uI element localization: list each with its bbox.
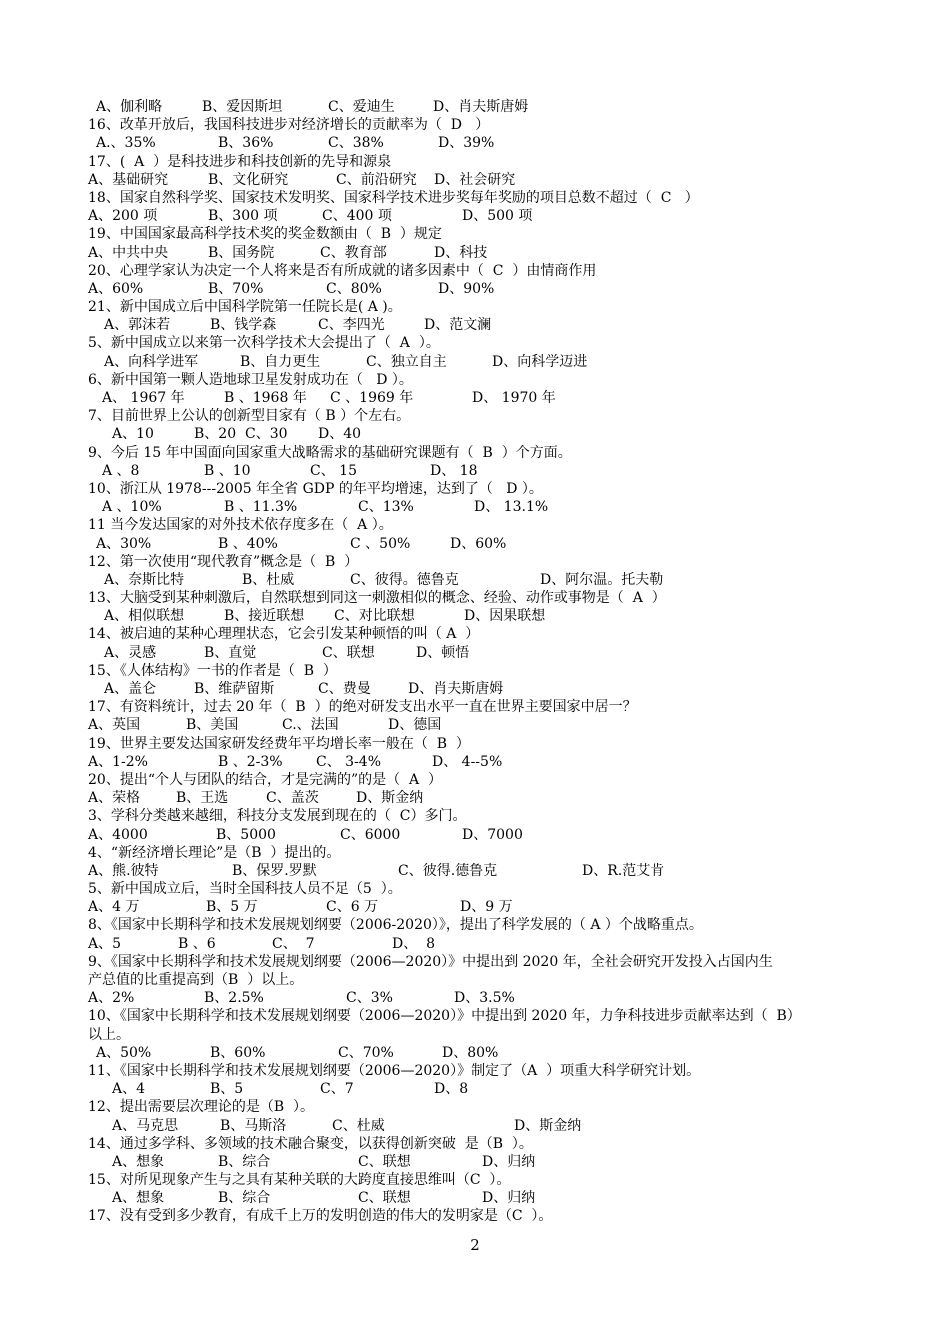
answer-options-line xyxy=(88,935,878,953)
question-line xyxy=(88,844,878,862)
answer-option: B、保罗.罗默 xyxy=(232,862,317,879)
answer-option: A.、35% xyxy=(96,135,156,152)
answer-option: D、因果联想 xyxy=(464,608,546,625)
answer-option: A、2% xyxy=(88,990,135,1007)
question-line xyxy=(88,916,878,934)
answer-option: A、中共中央 xyxy=(88,244,169,261)
question-line xyxy=(88,225,878,243)
answer-option: D、社会研究 xyxy=(434,171,516,188)
answer-option: C、400 项 xyxy=(322,208,392,225)
answer-option: A、奈斯比特 xyxy=(104,571,185,588)
question-line xyxy=(88,444,878,462)
question-line xyxy=(88,516,878,534)
answer-options-line xyxy=(88,862,878,880)
answer-option: C、彼得.德鲁克 xyxy=(398,862,498,879)
answer-option: B、马斯洛 xyxy=(220,1117,287,1134)
answer-option: C 、50% xyxy=(350,535,411,552)
answer-option: C、爱迪生 xyxy=(328,99,395,115)
question-line xyxy=(88,1098,878,1116)
answer-option: D、顿悟 xyxy=(416,644,470,661)
answer-options-line xyxy=(88,280,878,298)
question-text: 9、《国家中长期科学和技术发展规划纲要（2006—2020）》中提出到 2020 年，全社会研究开发投入占国内生 xyxy=(88,953,773,970)
answer-option: B、70% xyxy=(208,280,264,297)
question-text: 10、《国家中长期科学和技术发展规划纲要（2006—2020）》中提出到 2020 年，力争科技进步贡献率达到（ B） xyxy=(88,1008,801,1025)
answer-option: B、自力更生 xyxy=(240,353,321,370)
answer-options-line xyxy=(88,316,878,334)
answer-option: D、斯金纳 xyxy=(356,790,424,807)
answer-option: B、300 项 xyxy=(208,208,278,225)
answer-options-line xyxy=(88,1080,878,1098)
question-line xyxy=(88,1135,878,1153)
answer-option: A、5 xyxy=(88,935,122,952)
answer-option: C、盖茨 xyxy=(266,790,319,807)
question-text: 21、新中国成立后中国科学院第一任院长是( A )。 xyxy=(88,299,402,316)
answer-options-line xyxy=(88,207,878,225)
answer-option: C、38% xyxy=(328,135,384,152)
question-line xyxy=(88,1062,878,1080)
question-text: 3、学科分类越来越细，科技分支发展到现在的（ C）多门。 xyxy=(88,808,467,825)
answer-option: B、直觉 xyxy=(204,644,257,661)
answer-options-line xyxy=(88,826,878,844)
answer-option: B、国务院 xyxy=(208,244,275,261)
answer-options-line xyxy=(88,898,878,916)
answer-option: C、费曼 xyxy=(318,681,371,697)
question-line xyxy=(88,553,878,571)
question-text: 4、“新经济增长理论”是（B ）提出的。 xyxy=(88,844,341,861)
answer-option: D、 4--5% xyxy=(432,753,503,770)
question-line xyxy=(88,153,878,171)
answer-option: D、向科学迈进 xyxy=(492,353,588,370)
answer-option: C、6 万 xyxy=(326,899,379,916)
answer-option: D、9 万 xyxy=(460,899,513,916)
answer-options-line xyxy=(88,244,878,262)
answer-option: B、36% xyxy=(218,135,274,152)
question-line xyxy=(88,589,878,607)
answer-option: C、 3-4% xyxy=(316,753,382,770)
answer-options-line xyxy=(88,171,878,189)
answer-options-line xyxy=(88,989,878,1007)
answer-option: D、 1970 年 xyxy=(472,390,556,406)
answer-option: A、郭沫若 xyxy=(104,317,171,334)
question-line xyxy=(88,298,878,316)
answer-option: A、4000 xyxy=(88,826,148,843)
question-text: 5、新中国成立以来第一次科学技术大会提出了（ A ）。 xyxy=(88,335,440,352)
answer-option: C、 7 xyxy=(272,935,315,952)
answer-option: A、1-2% xyxy=(88,753,148,770)
answer-option: B、美国 xyxy=(186,717,239,734)
question-text: 18、国家自然科学奖、国家技术发明奖、国家科学技术进步奖每年奖励的项目总数不超过（ C ） xyxy=(88,189,699,206)
question-text: 19、世界主要发达国家研发经费年平均增长率一般在（ B ） xyxy=(88,735,470,752)
answer-option: A、灵感 xyxy=(104,644,157,661)
answer-option: D、8 xyxy=(434,1081,469,1098)
answer-option: A、60% xyxy=(88,280,144,297)
answer-options-line xyxy=(88,98,878,116)
answer-option: B、20 C、30 xyxy=(194,426,288,443)
answer-option: A、基础研究 xyxy=(88,171,169,188)
question-text: 14、通过多学科、多领域的技术融合聚变，以获得创新突破 是（B ）。 xyxy=(88,1135,533,1152)
answer-option: D、90% xyxy=(438,280,495,297)
question-text: 11、《国家中长期科学和技术发展规划纲要（2006—2020）》制定了（A ）项重大科学研究计划。 xyxy=(88,1062,701,1079)
answer-option: B、5 xyxy=(210,1081,244,1098)
answer-option: D、德国 xyxy=(388,717,442,734)
question-line xyxy=(88,407,878,425)
answer-option: D、归纳 xyxy=(482,1190,536,1207)
answer-option: B、60% xyxy=(210,1044,266,1061)
answer-option: C、彼得。德鲁克 xyxy=(350,571,459,588)
answer-options-line xyxy=(88,753,878,771)
answer-option: D、80% xyxy=(442,1044,499,1061)
answer-option: C、独立自主 xyxy=(366,353,447,370)
answer-option: B 、6 xyxy=(178,935,216,952)
question-text: 12、第一次使用“现代教育”概念是（ B ） xyxy=(88,553,359,570)
answer-option: A 、10% xyxy=(102,499,162,516)
answer-options-line xyxy=(88,607,878,625)
question-text: 5、新中国成立后，当时全国科技人员不足（5 ）。 xyxy=(88,881,402,898)
question-line xyxy=(88,698,878,716)
question-line xyxy=(88,371,878,389)
answer-option: C、6000 xyxy=(340,826,401,843)
question-text: 9、今后 15 年中国面向国家重大战略需求的基础研究课题有（ B ）个方面。 xyxy=(88,444,572,461)
answer-option: D、 13.1% xyxy=(474,499,549,516)
question-line xyxy=(88,662,878,680)
answer-option: A、200 项 xyxy=(88,208,158,225)
answer-option: C、杜威 xyxy=(332,1117,385,1134)
question-line xyxy=(88,735,878,753)
answer-option: C、7 xyxy=(320,1081,354,1098)
answer-option: C、教育部 xyxy=(320,244,387,261)
question-line xyxy=(88,771,878,789)
answer-option: C、80% xyxy=(326,280,382,297)
question-line xyxy=(88,1171,878,1189)
question-line xyxy=(88,1026,878,1044)
answer-options-line xyxy=(88,535,878,553)
question-line xyxy=(88,1207,878,1225)
answer-option: A、30% xyxy=(96,535,152,552)
answer-options-line xyxy=(88,644,878,662)
answer-option: B、爱因斯坦 xyxy=(202,99,283,115)
answer-option: B、王选 xyxy=(176,790,229,807)
answer-option: A、荣格 xyxy=(88,790,141,807)
answer-options-line xyxy=(88,1044,878,1062)
question-text: 20、心理学家认为决定一个人将来是否有所成就的诸多因素中（ C ）由情商作用 xyxy=(88,262,597,279)
answer-option: B 、2-3% xyxy=(218,753,283,770)
answer-option: C、李四光 xyxy=(318,317,385,334)
answer-option: A、盖仑 xyxy=(104,681,157,697)
answer-option: D、3.5% xyxy=(454,990,515,1007)
page-number: 2 xyxy=(470,1236,480,1254)
question-line xyxy=(88,971,878,989)
question-text: 产总值的比重提高到（B ）以上。 xyxy=(88,972,304,988)
answer-option: A、50% xyxy=(96,1044,152,1061)
answer-option: D、 18 xyxy=(430,462,478,479)
answer-options-line xyxy=(88,1153,878,1171)
question-text: 11 当今发达国家的对外技术依存度多在（ A ）。 xyxy=(88,517,393,534)
answer-option: A 、8 xyxy=(102,462,140,479)
answer-option: C、3% xyxy=(346,990,393,1007)
answer-option: D、归纳 xyxy=(482,1153,536,1170)
answer-option: B、接近联想 xyxy=(224,608,305,625)
answer-option: C、联想 xyxy=(358,1153,411,1170)
answer-option: D、科技 xyxy=(434,244,488,261)
question-text: 15、《人体结构》一书的作者是（ B ） xyxy=(88,662,337,679)
answer-option: C、联想 xyxy=(358,1190,411,1207)
answer-options-line xyxy=(88,389,878,407)
question-text: 12、提出需要层次理论的是（B ）。 xyxy=(88,1099,315,1116)
answer-option: B、综合 xyxy=(218,1153,271,1170)
document-body xyxy=(88,98,878,1226)
answer-option: D、范文澜 xyxy=(424,317,492,334)
answer-option: B 、10 xyxy=(204,462,251,479)
question-line xyxy=(88,480,878,498)
question-line xyxy=(88,262,878,280)
answer-options-line xyxy=(88,353,878,371)
answer-options-line xyxy=(88,716,878,734)
answer-option: C、13% xyxy=(358,499,414,516)
answer-option: A、马克思 xyxy=(112,1117,179,1134)
answer-option: B、2.5% xyxy=(204,990,264,1007)
answer-options-line xyxy=(88,425,878,443)
question-text: 14、被启迪的某种心理理状态，它会引发某种顿悟的叫（ A ） xyxy=(88,626,480,643)
answer-option: D、肖夫斯唐姆 xyxy=(408,681,504,697)
answer-option: A、10 xyxy=(112,426,154,443)
question-text: 13、大脑受到某种刺激后，自然联想到同这一刺激相似的概念、经验、动作或事物是（ A ） xyxy=(88,590,666,607)
answer-options-line xyxy=(88,571,878,589)
question-line xyxy=(88,189,878,207)
answer-option: D、 8 xyxy=(392,935,436,952)
answer-option: B 、11.3% xyxy=(224,499,298,516)
answer-option: B、钱学森 xyxy=(210,317,277,334)
answer-option: D、60% xyxy=(450,535,507,552)
answer-options-line xyxy=(88,1117,878,1135)
answer-option: C 、1969 年 xyxy=(330,390,414,406)
answer-options-line xyxy=(88,462,878,480)
answer-options-line xyxy=(88,1189,878,1207)
question-line xyxy=(88,807,878,825)
answer-option: A、熊.彼特 xyxy=(88,862,159,879)
answer-options-line xyxy=(88,789,878,807)
answer-option: C、对比联想 xyxy=(334,608,415,625)
question-text: 16、改革开放后，我国科技进步对经济增长的贡献率为（ D ） xyxy=(88,117,490,134)
question-text: 17、( A ）是科技进步和科技创新的先导和源泉 xyxy=(88,153,392,170)
answer-option: A、英国 xyxy=(88,717,141,734)
question-line xyxy=(88,625,878,643)
answer-option: B、5000 xyxy=(216,826,276,843)
answer-option: B 、1968 年 xyxy=(224,390,307,406)
answer-option: D、500 项 xyxy=(462,208,533,225)
question-text: 15、对所见现象产生与之具有某种关联的大跨度直接思维叫（C ）。 xyxy=(88,1172,511,1189)
answer-option: B、维萨留斯 xyxy=(194,681,275,697)
answer-option: C、70% xyxy=(338,1044,394,1061)
question-text: 以上。 xyxy=(88,1026,130,1043)
question-text: 20、提出“个人与团队的结合，才是完满的”的是（ A ） xyxy=(88,771,443,788)
answer-option: C.、法国 xyxy=(282,717,339,734)
answer-option: A、伽利略 xyxy=(96,99,163,115)
answer-option: A、相似联想 xyxy=(104,608,185,625)
answer-option: D、40 xyxy=(318,426,362,443)
question-text: 19、中国国家最高科学技术奖的奖金数额由（ B ）规定 xyxy=(88,226,442,243)
answer-option: C、联想 xyxy=(322,644,375,661)
answer-options-line xyxy=(88,498,878,516)
answer-option: B、5 万 xyxy=(206,899,258,916)
answer-option: C、前沿研究 xyxy=(336,171,417,188)
question-text: 10、浙江从 1978---2005 年全省 GDP 的年平均增速，达到了（ D ）。 xyxy=(88,480,543,497)
answer-option: B 、40% xyxy=(218,535,278,552)
answer-option: D、肖夫斯唐姆 xyxy=(433,99,529,115)
answer-options-line xyxy=(88,134,878,152)
answer-option: A、 1967 年 xyxy=(102,390,185,406)
question-text: 7、目前世界上公认的创新型目家有（ B ）个左右。 xyxy=(88,408,411,425)
answer-option: A、4 xyxy=(112,1081,146,1098)
answer-option: A、想象 xyxy=(112,1153,165,1170)
answer-option: A、向科学进军 xyxy=(104,353,199,370)
question-line xyxy=(88,880,878,898)
answer-option: A、4 万 xyxy=(88,899,140,916)
answer-option: D、阿尔温。托夫勒 xyxy=(540,571,664,588)
question-text: 17、没有受到多少教育，有成千上万的发明创造的伟大的发明家是（C ）。 xyxy=(88,1208,553,1225)
question-line xyxy=(88,116,878,134)
answer-option: B、杜威 xyxy=(242,571,295,588)
question-text: 6、新中国第一颗人造地球卫星发射成功在（ D ）。 xyxy=(88,371,413,388)
answer-option: C、 15 xyxy=(310,462,357,479)
question-text: 17、有资料统计，过去 20 年（ B ）的绝对研发支出水平一直在世界主要国家中居一？ xyxy=(88,699,637,716)
answer-option: D、7000 xyxy=(462,826,523,843)
answer-option: D、R.范艾肯 xyxy=(582,862,665,879)
answer-option: A、想象 xyxy=(112,1190,165,1207)
question-line xyxy=(88,334,878,352)
answer-option: B、综合 xyxy=(218,1190,271,1207)
answer-option: D、斯金纳 xyxy=(514,1117,582,1134)
question-line xyxy=(88,953,878,971)
answer-option: D、39% xyxy=(438,135,495,152)
answer-options-line xyxy=(88,680,878,698)
answer-option: B、文化研究 xyxy=(208,171,289,188)
question-line xyxy=(88,1007,878,1025)
question-text: 8、《国家中长期科学和技术发展规划纲要（2006-2020）》，提出了科学发展的（ A ）个战略重点。 xyxy=(88,917,703,934)
